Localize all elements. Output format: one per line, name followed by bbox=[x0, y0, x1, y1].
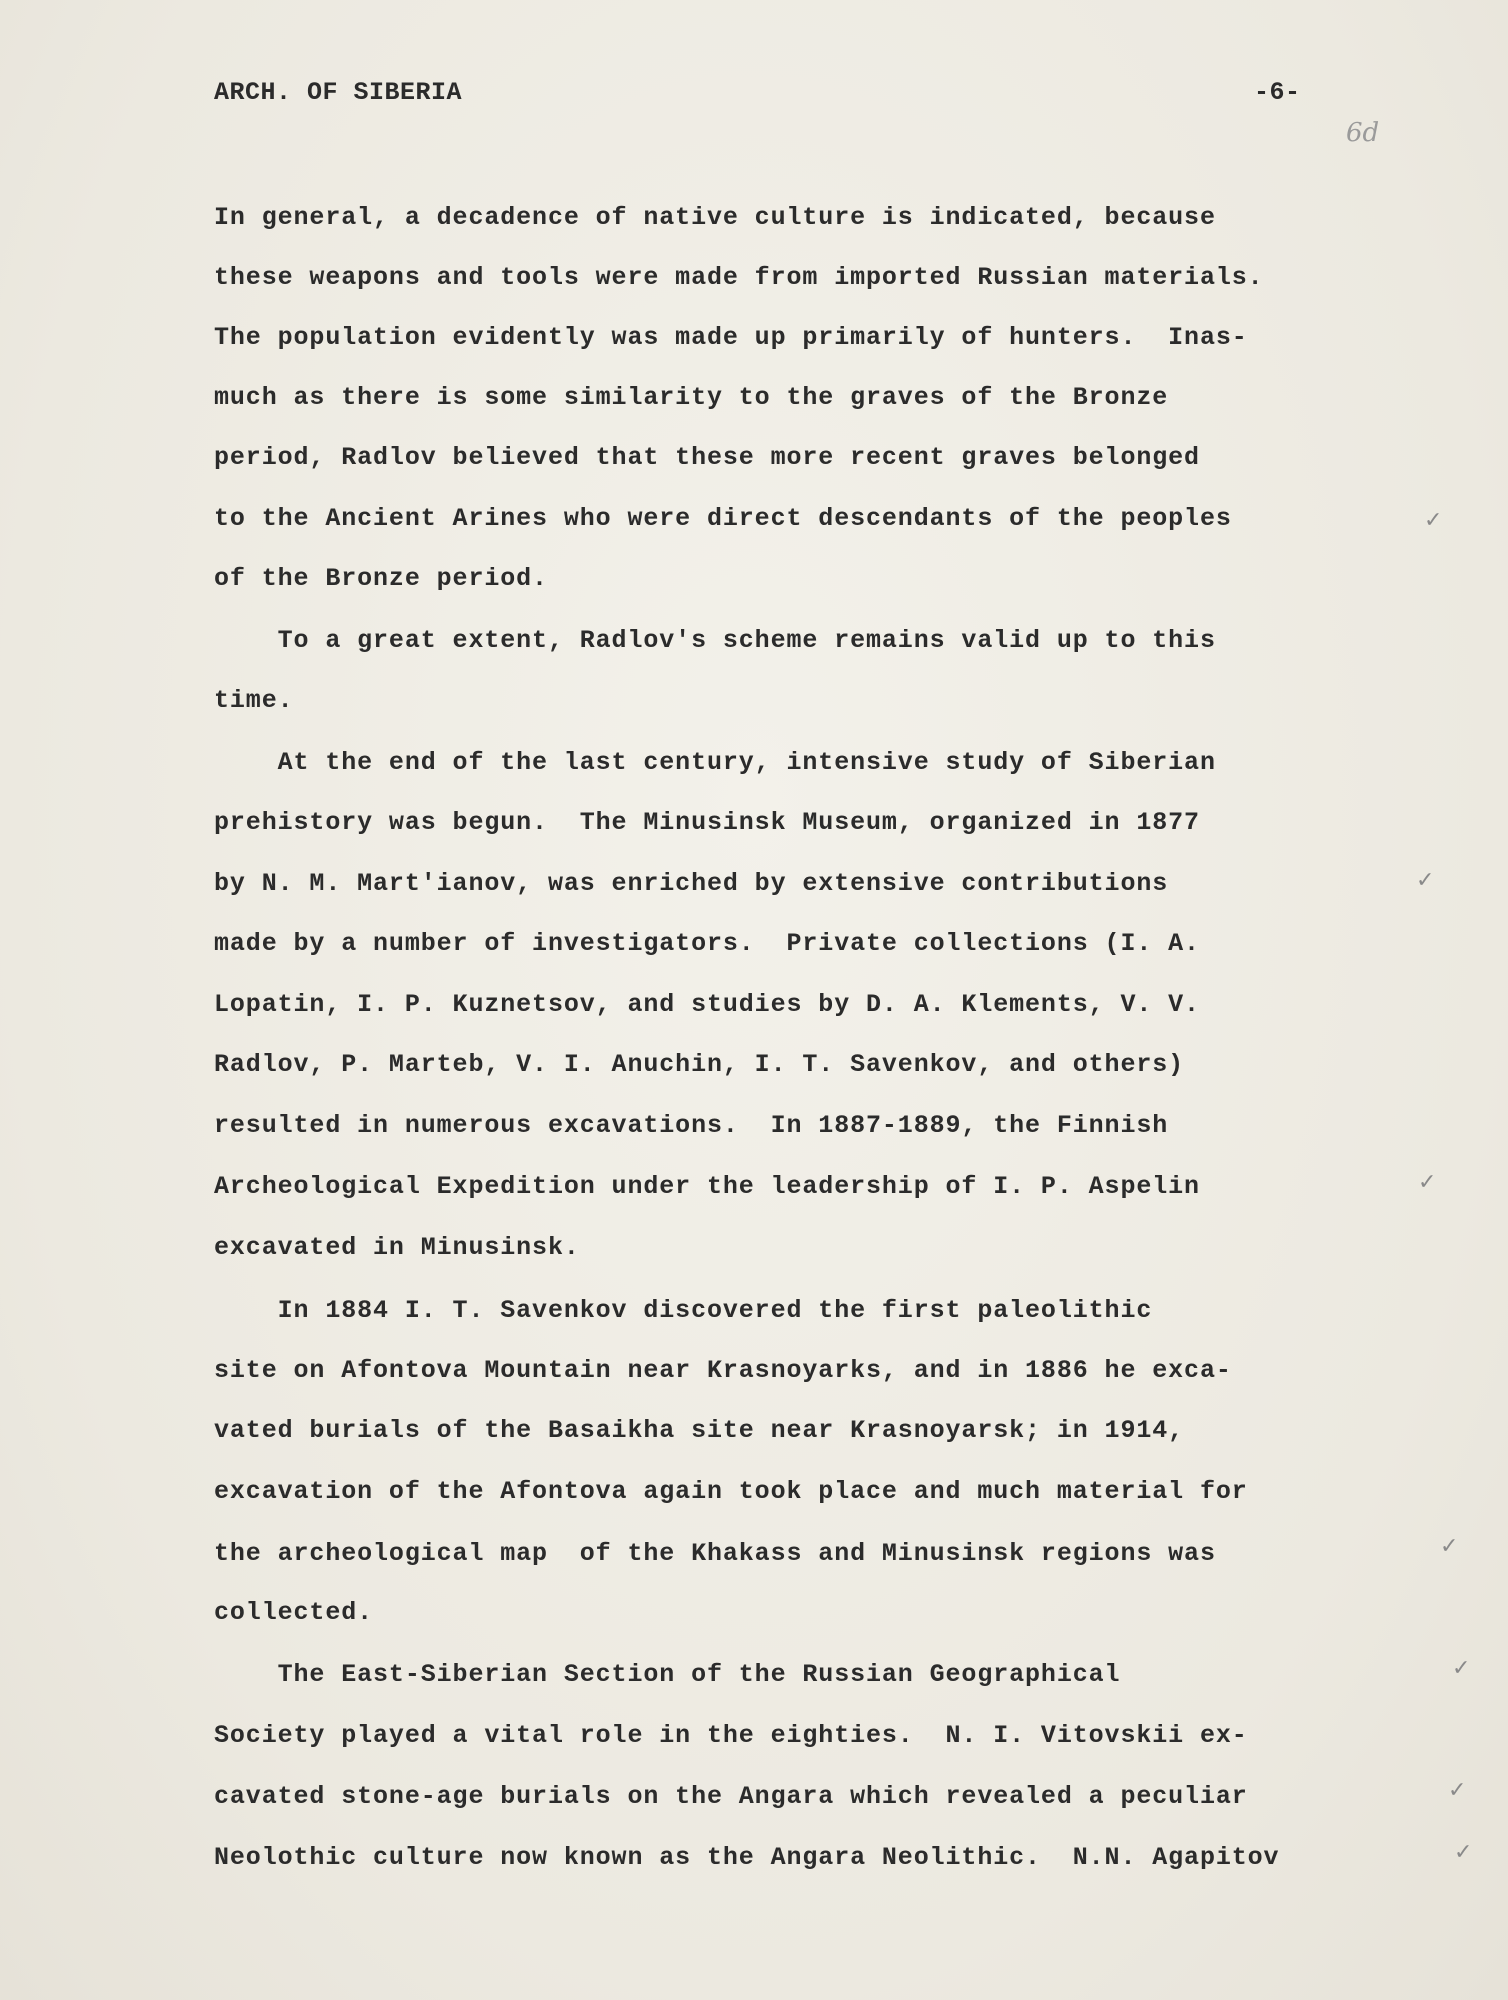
text-line: In general, a decadence of native culture is indicated, because bbox=[214, 203, 1216, 232]
text-line: of the Bronze period. bbox=[214, 564, 548, 593]
text-line: Radlov, P. Marteb, V. I. Anuchin, I. T. Savenkov, and others) bbox=[214, 1050, 1185, 1079]
text-line: At the end of the last century, intensive study of Siberian bbox=[214, 748, 1216, 777]
text-line: prehistory was begun. The Minusinsk Museum, organized in 1877 bbox=[214, 808, 1200, 837]
text-line: The population evidently was made up primarily of hunters. Inas- bbox=[214, 323, 1248, 352]
text-line: To a great extent, Radlov's scheme remains valid up to this bbox=[214, 626, 1216, 655]
text-line: to the Ancient Arines who were direct descendants of the peoples bbox=[214, 504, 1232, 533]
text-line: Neolothic culture now known as the Angara Neolithic. N.N. Agapitov bbox=[214, 1843, 1280, 1872]
text-line: time. bbox=[214, 686, 294, 715]
handwritten-page-mark: 6d bbox=[1346, 118, 1380, 148]
text-line: resulted in numerous excavations. In 1887-1889, the Finnish bbox=[214, 1111, 1169, 1140]
text-line: made by a number of investigators. Private collections (I. A. bbox=[214, 929, 1200, 958]
margin-checkmark: ✓ bbox=[1452, 1656, 1471, 1681]
text-line: The East-Siberian Section of the Russian Geographical bbox=[214, 1660, 1121, 1689]
text-line: the archeological map of the Khakass and Minusinsk regions was bbox=[214, 1539, 1216, 1568]
running-title: ARCH. OF SIBERIA bbox=[214, 78, 463, 107]
text-line: excavated in Minusinsk. bbox=[214, 1233, 580, 1262]
text-line: Archeological Expedition under the leadership of I. P. Aspelin bbox=[214, 1172, 1200, 1201]
text-line: much as there is some similarity to the graves of the Bronze bbox=[214, 383, 1169, 412]
text-line: by N. M. Mart'ianov, was enriched by extensive contributions bbox=[214, 869, 1169, 898]
text-line: Society played a vital role in the eighties. N. I. Vitovskii ex- bbox=[214, 1721, 1248, 1750]
text-line: In 1884 I. T. Savenkov discovered the first paleolithic bbox=[214, 1296, 1153, 1325]
text-line: Lopatin, I. P. Kuznetsov, and studies by D. A. Klements, V. V. bbox=[214, 990, 1200, 1019]
margin-checkmark: ✓ bbox=[1440, 1534, 1459, 1559]
margin-checkmark: ✓ bbox=[1424, 508, 1443, 533]
margin-checkmark: ✓ bbox=[1416, 868, 1435, 893]
text-line: period, Radlov believed that these more recent graves belonged bbox=[214, 443, 1200, 472]
text-line: these weapons and tools were made from imported Russian materials. bbox=[214, 263, 1264, 292]
text-line: excavation of the Afontova again took place and much material for bbox=[214, 1477, 1248, 1506]
margin-checkmark: ✓ bbox=[1418, 1170, 1437, 1195]
margin-checkmark: ✓ bbox=[1454, 1840, 1473, 1865]
text-line: site on Afontova Mountain near Krasnoyarks, and in 1886 he exca- bbox=[214, 1356, 1232, 1385]
margin-checkmark: ✓ bbox=[1448, 1778, 1467, 1803]
text-line: cavated stone-age burials on the Angara which revealed a peculiar bbox=[214, 1782, 1248, 1811]
text-line: collected. bbox=[214, 1598, 374, 1627]
page-number: -6- bbox=[1254, 78, 1301, 107]
text-line: vated burials of the Basaikha site near Krasnoyarsk; in 1914, bbox=[214, 1416, 1185, 1445]
